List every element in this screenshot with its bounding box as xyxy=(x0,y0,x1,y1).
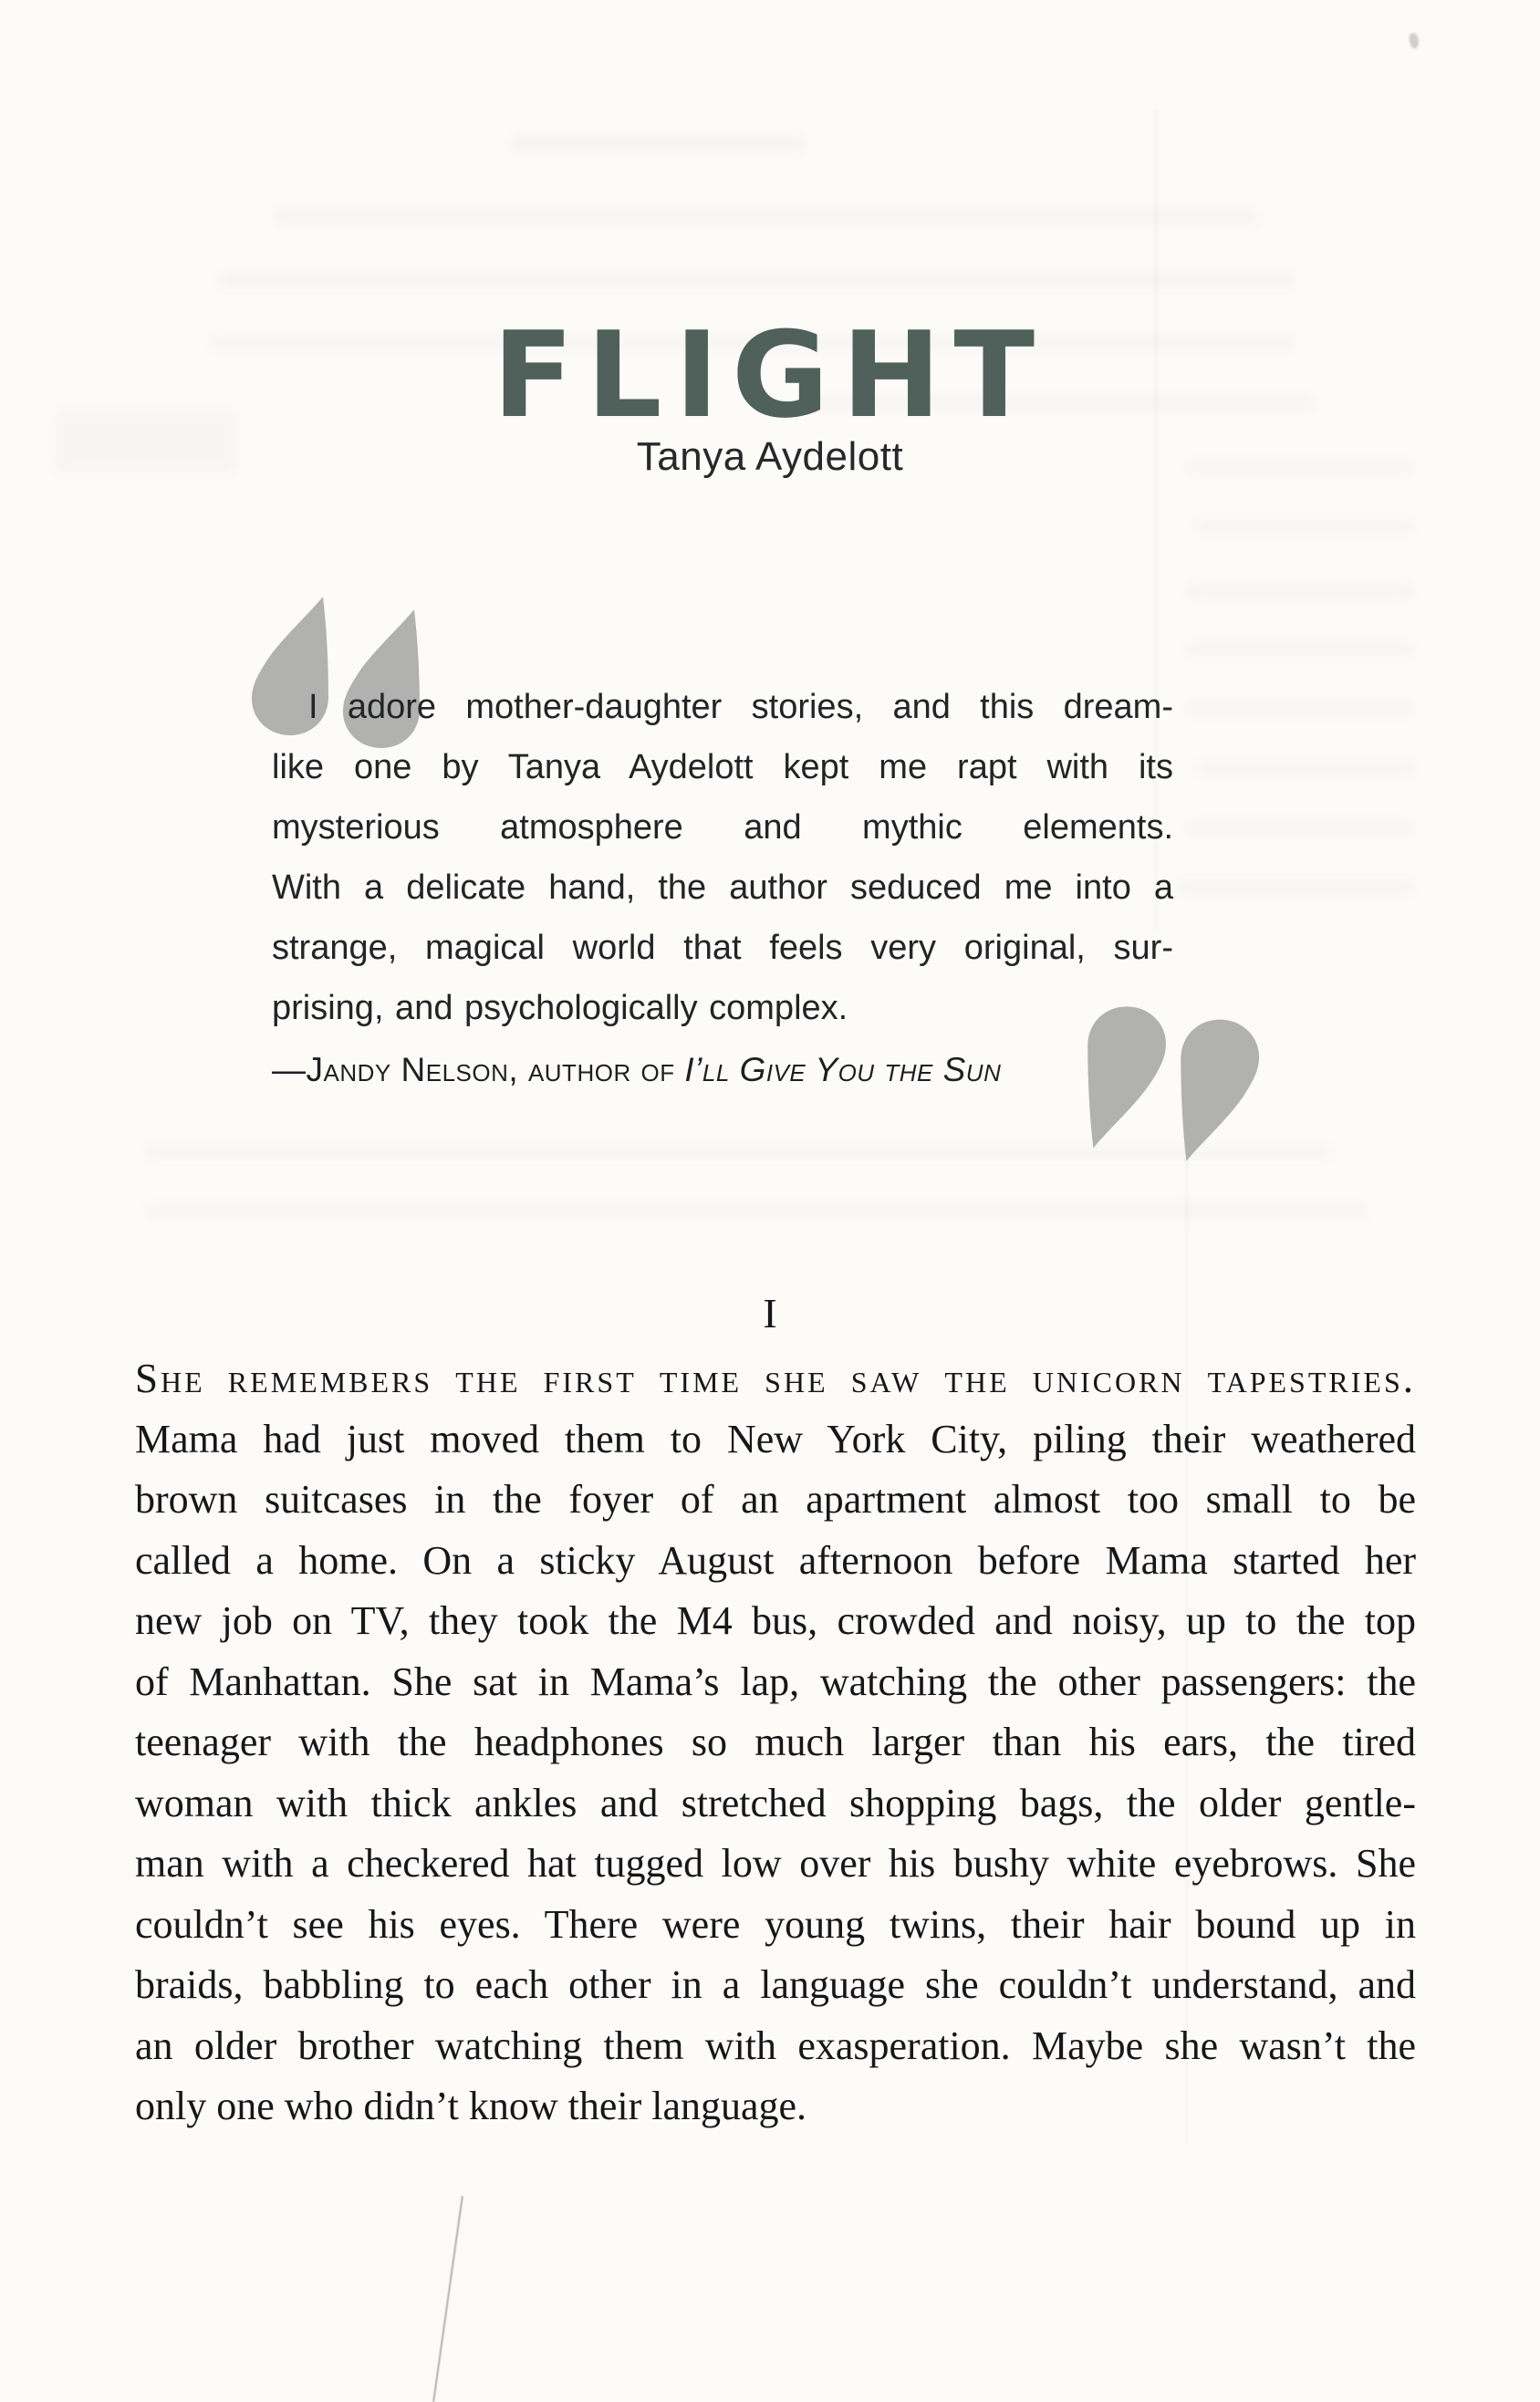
story-title: FLIGHT xyxy=(492,306,1048,444)
bleedthrough-smudge xyxy=(1195,520,1414,533)
blurb-line: mysterious atmosphere and mythic elements. xyxy=(272,808,1173,847)
body-line: Mama had just moved them to New York City, piling their weathered xyxy=(135,1416,1416,1461)
body-line: teenager with the headphones so much larger than his ears, the tired xyxy=(135,1720,1416,1764)
blurb-line: I adore mother-daughter stories, and this dream- xyxy=(308,688,1173,726)
body-line: woman with thick ankles and stretched shopping bags, the older gentle- xyxy=(135,1780,1416,1825)
body-line: braids, babbling to each other in a language she couldn’t understand, and xyxy=(135,1962,1416,2007)
bleedthrough-smudge xyxy=(1186,702,1414,715)
bleedthrough-smudge xyxy=(1186,821,1414,834)
body-line: called a home. On a sticky August afternoon before Mama started her xyxy=(135,1537,1416,1583)
bleedthrough-smudge xyxy=(1195,762,1414,775)
bleedthrough-smudge xyxy=(1186,643,1414,656)
blurb-line: With a delicate hand, the author seduced me into a xyxy=(272,868,1173,907)
body-line: of Manhattan. She sat in Mama’s lap, watching the other passengers: the xyxy=(135,1659,1416,1704)
blurb-line: like one by Tanya Aydelott kept me rapt with its xyxy=(272,748,1173,786)
blurb-line: strange, magical world that feels very original, sur- xyxy=(272,929,1173,967)
bleedthrough-smudge xyxy=(1186,584,1414,597)
body-line: new job on TV, they took the M4 bus, crowded and noisy, up to the top xyxy=(135,1598,1416,1643)
body-line: man with a checkered hat tugged low over his bushy white eyebrows. She xyxy=(135,1841,1416,1886)
blurb-attribution xyxy=(272,1042,1166,1098)
story-body xyxy=(135,1348,1416,2137)
body-line: only one who didn’t know their language. xyxy=(135,2084,807,2128)
body-line: couldn’t see his eyes. There were young twins, their hair bound up in xyxy=(135,1901,1416,1947)
bleedthrough-smudge xyxy=(511,137,803,151)
body-line: an older brother watching them with exasperation. Maybe she wasn’t the xyxy=(135,2022,1416,2068)
scan-hairline xyxy=(432,2196,463,2402)
section-marker: I xyxy=(763,1290,777,1336)
blurb-line: prising, and psychologically complex. xyxy=(272,989,848,1027)
scan-speck xyxy=(1408,32,1420,49)
body-line: brown suitcases in the foyer of an apartment almost too small to be xyxy=(135,1477,1416,1522)
blurb-quote xyxy=(272,677,1173,1038)
attribution-book-title: I’ll Give You the Sun xyxy=(684,1051,1002,1088)
bleedthrough-smudge xyxy=(1177,880,1414,893)
bleedthrough-smudge xyxy=(146,1204,1368,1218)
bleedthrough-smudge xyxy=(219,274,1295,287)
story-author: Tanya Aydelott xyxy=(636,434,904,479)
body-line: She remembers the first time she saw the unicorn tapestries. xyxy=(135,1356,1416,1401)
attribution-author: —Jandy Nelson, author of xyxy=(272,1051,685,1088)
bleedthrough-smudge xyxy=(274,210,1259,224)
